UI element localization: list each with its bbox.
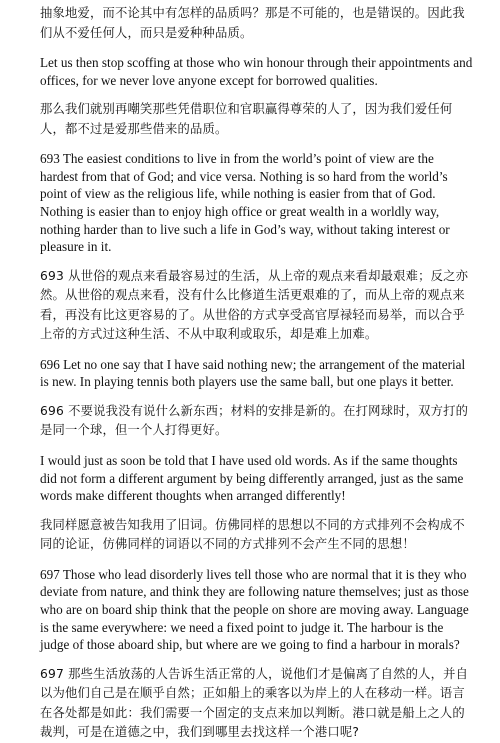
paragraph-zh: 697 那些生活放荡的人告诉生活正常的人，说他们才是偏离了自然的人，并自以为他们自己是在顺乎自然；正如船上的乘客以为岸上的人在移动一样。语言在各处都是如此：我们需要一个固定的支点来加以判断。港口就是船上之人的裁判，可是在道德之中，我们到哪里去找这样一个港口呢? bbox=[40, 666, 469, 740]
paragraph-zh: 693 从世俗的观点来看最容易过的生活，从上帝的观点来看却最艰难；反之亦然。从世俗的观点来看，没有什么比修道生活更艰难的了，而从上帝的观点来看，再没有比这更容易的了。从世俗的方式享受高官厚禄轻而易举，而以合乎上帝的方式过这种生活、不从中取利或取乐，却是难上加难。 bbox=[40, 268, 469, 342]
paragraph-zh: 抽象地爱，而不论其中有怎样的品质吗？那是不可能的，也是错误的。因此我们从不爱任何人，而只是爱种种品质。 bbox=[40, 6, 465, 40]
paragraph-en: 696 Let no one say that I have said nothing new; the arrangement of the material is new. In playing tennis both players use the same ball, but one plays it better. bbox=[40, 356, 466, 390]
paragraph-zh: 696 不要说我没有说什么新东西；材料的安排是新的。在打网球时，双方打的是同一个球，但一个人打得更好。 bbox=[40, 403, 469, 438]
paragraph-en: Let us then stop scoffing at those who win honour through their appointments and offices, for we never love anyone except for borrowed qualities. bbox=[40, 55, 473, 88]
paragraph-en: 693 The easiest conditions to live in from the world’s point of view are the hardest from that of God; and vice versa. Nothing is so hard from the world’s point of view as the religious life, while nothing is easier from that of God. Nothing is easier than to enjoy high office or great wealth in a worldly way, nothing harder than to live such a life in God’s way, without taking interest or pleasure in it. bbox=[40, 151, 450, 255]
paragraph-en: I would just as soon be told that I have used old words. As if the same thoughts did not form a different argument by being differently arranged, just as the same words make different thoughts when arranged differently! bbox=[40, 452, 464, 504]
paragraph-zh: 我同样愿意被告知我用了旧词。仿佛同样的思想以不同的方式排列不会构成不同的论证，仿佛同样的词语以不同的方式排列不会产生不同的思想！ bbox=[40, 517, 465, 552]
paragraph-zh: 那么我们就别再嘲笑那些凭借职位和官职赢得尊荣的人了，因为我们爱任何人，都不过是爱那些借来的品质。 bbox=[40, 102, 453, 136]
paragraph-en: 697 Those who lead disorderly lives tell those who are normal that it is they who deviate from nature, and think they are following nature themselves; just as those who are on board ship think that the people on shore are moving away. Language is the same everywhere: we need a fixed point to judge it. The harbour is the judge of those aboard ship, but where are we going to find a harbour in morals? bbox=[40, 566, 469, 653]
